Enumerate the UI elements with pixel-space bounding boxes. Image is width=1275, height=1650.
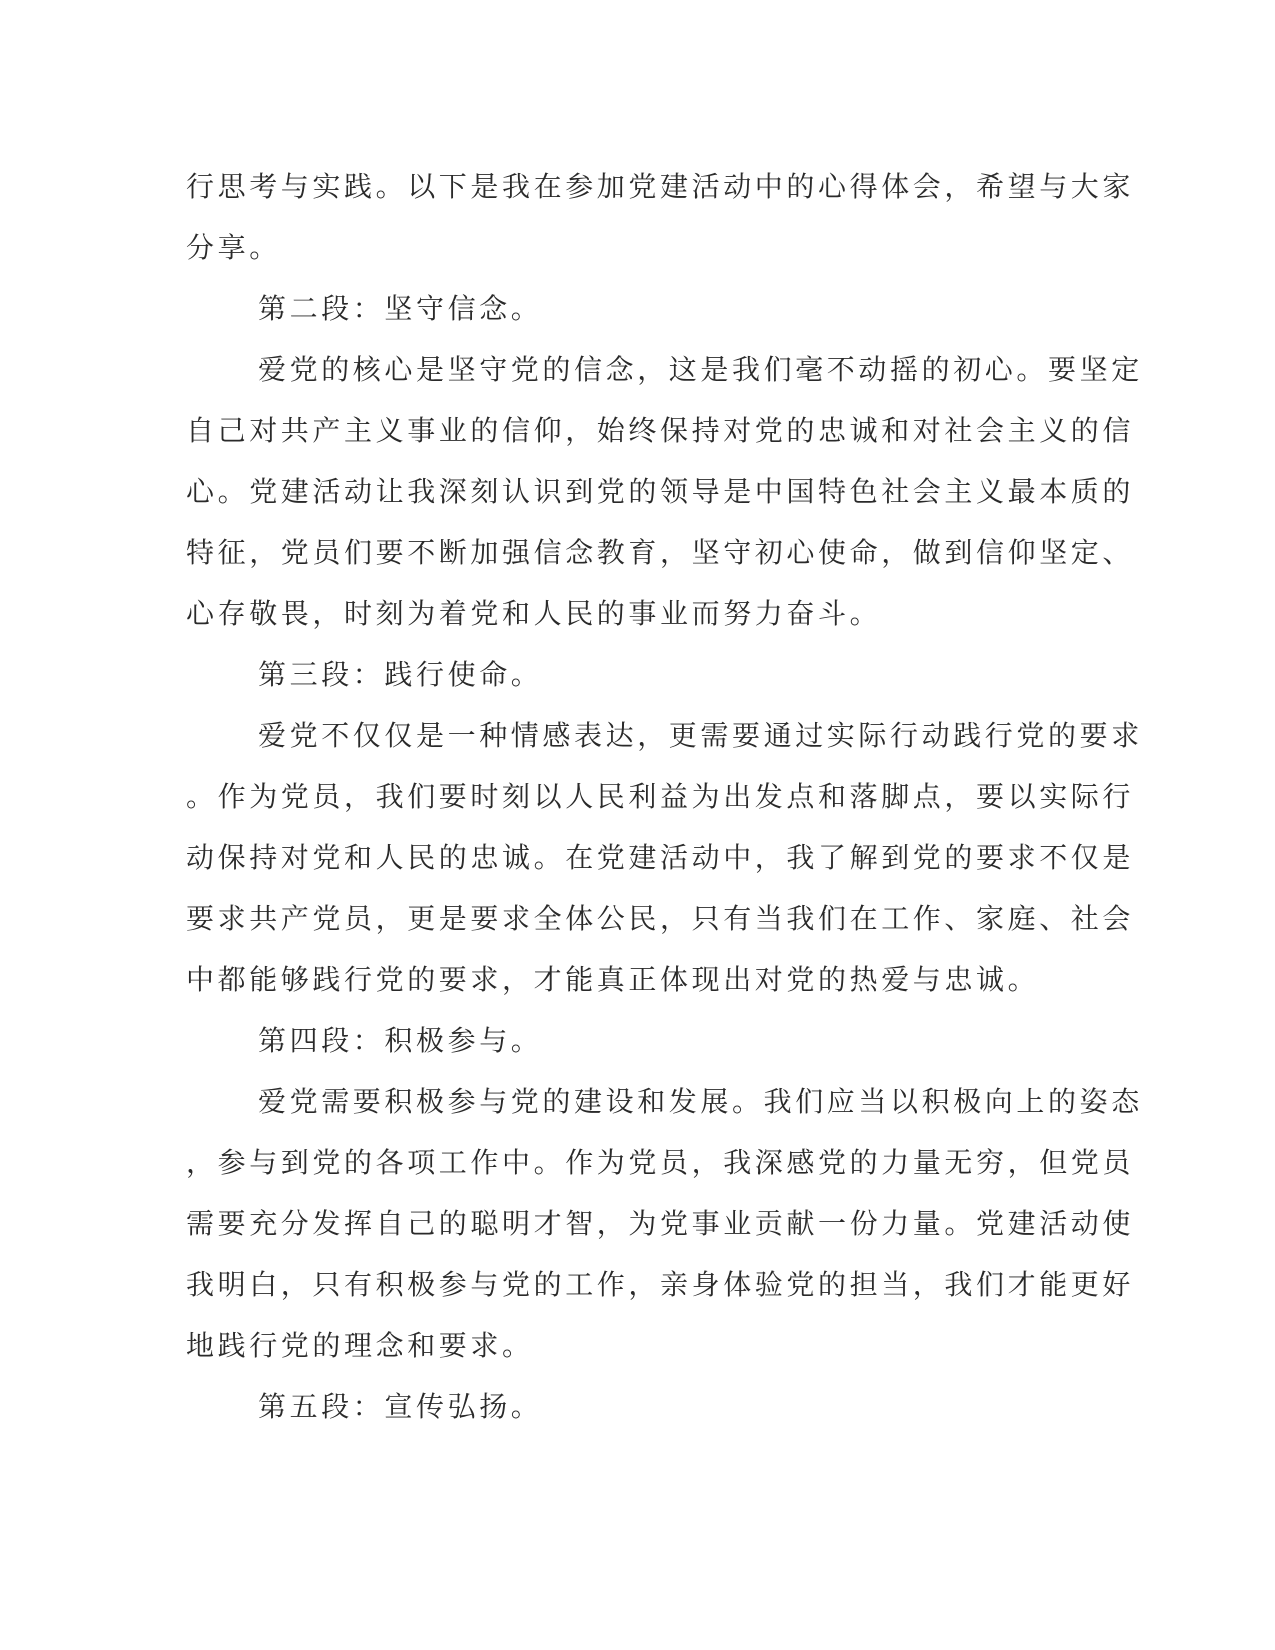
section-heading: 第三段：践行使命。 bbox=[258, 658, 543, 691]
text-line: 心。党建活动让我深刻认识到党的领导是中国特色社会主义最本质的 bbox=[186, 475, 1135, 508]
section-heading: 第二段：坚守信念。 bbox=[258, 292, 543, 325]
paragraph-first-line: 爱党需要积极参与党的建设和发展。我们应当以积极向上的姿态 bbox=[258, 1085, 1143, 1118]
text-line: 需要充分发挥自己的聪明才智，为党事业贡献一份力量。党建活动使 bbox=[186, 1207, 1135, 1240]
text-line: 特征，党员们要不断加强信念教育，坚守初心使命，做到信仰坚定、 bbox=[186, 536, 1135, 569]
text-line: 我明白，只有积极参与党的工作，亲身体验党的担当，我们才能更好 bbox=[186, 1268, 1135, 1301]
section-heading: 第五段：宣传弘扬。 bbox=[258, 1390, 543, 1423]
text-line: 行思考与实践。以下是我在参加党建活动中的心得体会，希望与大家 bbox=[186, 170, 1135, 203]
text-line: 要求共产党员，更是要求全体公民，只有当我们在工作、家庭、社会 bbox=[186, 902, 1135, 935]
text-line: 动保持对党和人民的忠诚。在党建活动中，我了解到党的要求不仅是 bbox=[186, 841, 1135, 874]
text-line: 地践行党的理念和要求。 bbox=[186, 1329, 534, 1362]
section-heading: 第四段：积极参与。 bbox=[258, 1024, 543, 1057]
document-body bbox=[186, 156, 1143, 1437]
text-line: ，参与到党的各项工作中。作为党员，我深感党的力量无穷，但党员 bbox=[186, 1146, 1135, 1179]
text-line: 分享。 bbox=[186, 231, 281, 264]
text-line: 。作为党员，我们要时刻以人民利益为出发点和落脚点，要以实际行 bbox=[186, 780, 1135, 813]
text-line: 心存敬畏，时刻为着党和人民的事业而努力奋斗。 bbox=[186, 597, 882, 630]
text-line: 中都能够践行党的要求，才能真正体现出对党的热爱与忠诚。 bbox=[186, 963, 1040, 996]
text-line: 自己对共产主义事业的信仰，始终保持对党的忠诚和对社会主义的信 bbox=[186, 414, 1135, 447]
paragraph-first-line: 爱党的核心是坚守党的信念，这是我们毫不动摇的初心。要坚定 bbox=[258, 353, 1143, 386]
paragraph-first-line: 爱党不仅仅是一种情感表达，更需要通过实际行动践行党的要求 bbox=[258, 719, 1143, 752]
